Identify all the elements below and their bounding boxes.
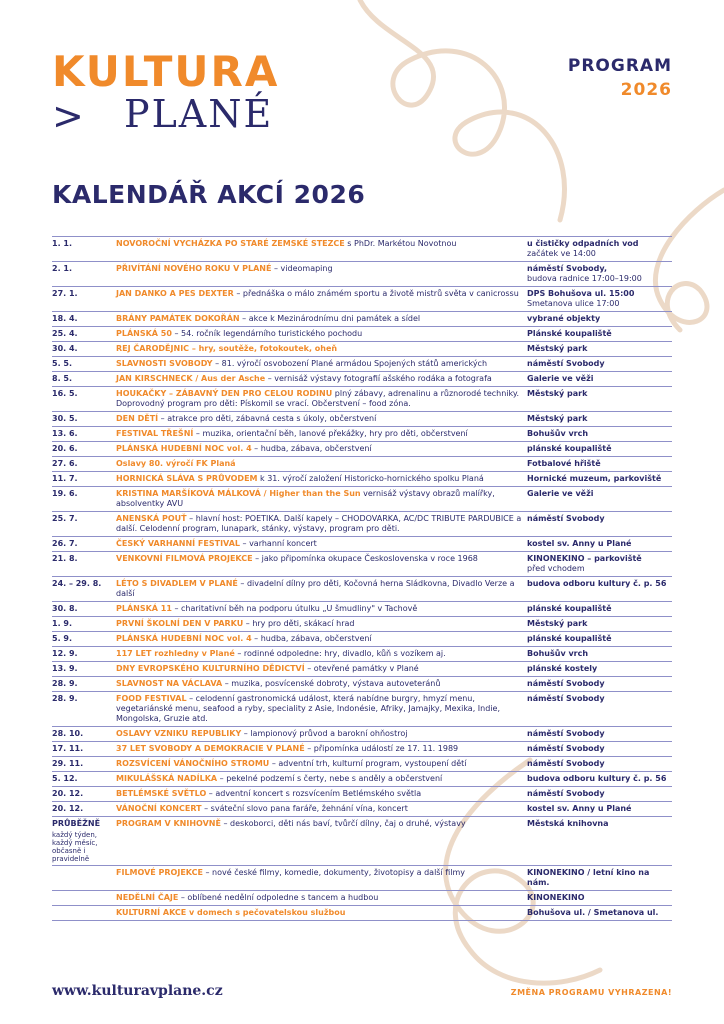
event-place [524, 554, 672, 574]
event-date: 20. 12. [52, 804, 84, 813]
event-detail: – hudba, zábava, občerstvení [251, 444, 372, 453]
events-table [52, 236, 672, 921]
event-detail: – rodinné odpoledne: hry, divadlo, kůň s vozíkem aj. [234, 649, 446, 658]
event-description [116, 414, 524, 424]
event-name: PLÁNSKÁ HUDEBNÍ NOC vol. 4 [116, 444, 252, 453]
event-place [524, 359, 672, 369]
recurring-detail: – nové české filmy, komedie, dokumenty, životopisy a další filmy [202, 868, 466, 877]
event-place [524, 759, 672, 769]
event-description [116, 344, 524, 354]
recurring-place: KINONEKINO [527, 893, 585, 902]
event-place [524, 289, 672, 309]
event-description [116, 239, 524, 259]
event-row [52, 457, 672, 472]
recurring-description [116, 908, 524, 918]
event-place [524, 789, 672, 799]
event-detail: – sváteční slovo pana faráře, žehnání vína, koncert [201, 804, 408, 813]
event-description [116, 489, 524, 509]
event-date: 1. 1. [52, 239, 72, 248]
event-description [116, 444, 524, 454]
event-name: OSLAVY VZNIKU REPUBLIKY [116, 729, 242, 738]
event-description [116, 554, 524, 574]
event-detail: vernisáž výstavy obrazů malířky, absolventky AVU [116, 489, 495, 508]
event-place [524, 329, 672, 339]
event-description [116, 429, 524, 439]
event-row [52, 802, 672, 817]
event-date: 27. 1. [52, 289, 78, 298]
event-detail: – jako připomínka okupace Československa v roce 1968 [252, 554, 478, 563]
event-name: JAN DANKO A PES DEXTER [116, 289, 234, 298]
event-detail: – divadelní dílny pro děti, Kočovná herna Sládkovna, Divadlo Verze a další [116, 579, 515, 598]
recurring-row [52, 866, 672, 891]
event-row [52, 262, 672, 287]
event-place-name: kostel sv. Anny u Plané [527, 804, 632, 813]
event-detail: – charitativní běh na podporu útulku „U šmudliny" v Tachově [171, 604, 418, 613]
event-name: MIKULÁŠSKÁ NADÍLKA [116, 774, 218, 783]
event-name: HORNICKÁ SLÁVA S PRŮVODEM [116, 474, 258, 483]
event-description [116, 604, 524, 614]
event-row [52, 237, 672, 262]
event-date: 28. 9. [52, 679, 78, 688]
event-description [116, 539, 524, 549]
event-date: 30. 8. [52, 604, 78, 613]
event-name: SLAVNOSTI SVOBODY [116, 359, 213, 368]
event-name: PLÁNSKÁ HUDEBNÍ NOC vol. 4 [116, 634, 252, 643]
event-description [116, 459, 524, 469]
recurring-label-cell [52, 908, 116, 918]
event-description [116, 759, 524, 769]
event-name: JAN KIRSCHNECK / Aus der Asche [116, 374, 266, 383]
event-detail: – varhanní koncert [239, 539, 317, 548]
event-detail: – připomínka událostí ze 17. 11. 1989 [304, 744, 459, 753]
event-description [116, 804, 524, 814]
event-description [116, 329, 524, 339]
event-place [524, 344, 672, 354]
recurring-row [52, 817, 672, 866]
event-description [116, 359, 524, 369]
event-date: 18. 4. [52, 314, 78, 323]
event-name: ČESKÝ VARHANNÍ FESTIVAL [116, 539, 240, 548]
event-row [52, 677, 672, 692]
event-description [116, 474, 524, 484]
event-date: 25. 7. [52, 514, 78, 523]
event-date: 12. 9. [52, 649, 78, 658]
event-name: REJ ČARODĚJNIC – hry, soutěže, fotokoutek, oheň [116, 344, 338, 353]
event-place-name: náměstí Svobody [527, 694, 605, 703]
event-detail: – adventní trh, kulturní program, vystoupení dětí [269, 759, 467, 768]
event-place-name: DPS Bohušova ul. 15:00 [527, 289, 635, 298]
event-place-name: Městský park [527, 619, 588, 628]
event-name: LÉTO S DIVADLEM V PLANÉ [116, 579, 238, 588]
event-detail: – 54. ročník legendárního turistického pochodu [171, 329, 363, 338]
event-name: SLAVNOST NA VÁCLAVA [116, 679, 223, 688]
event-detail: plný zábavy, adrenalinu a různorodé techniky. Doprovodný program pro děti: Pískomil se vrací. Občerstvení – food zóna. [116, 389, 519, 408]
event-name: PŘIVÍTÁNÍ NOVÉHO ROKU V PLANÉ [116, 264, 272, 273]
event-detail: k 31. výročí založení Historicko-hornického spolku Planá [257, 474, 484, 483]
event-place-detail: budova radnice 17:00–19:00 [527, 274, 642, 283]
event-date: 17. 11. [52, 744, 84, 753]
program-badge [568, 54, 672, 102]
event-description [116, 664, 524, 674]
program-year: 2026 [620, 80, 672, 100]
event-date: 13. 6. [52, 429, 78, 438]
program-label: PROGRAM [567, 56, 672, 76]
event-date: 28. 9. [52, 694, 78, 703]
event-place-name: plánské koupaliště [527, 604, 612, 613]
event-description [116, 314, 524, 324]
event-name: NOVOROČNÍ VYCHÁZKA PO STARÉ ZEMSKÉ STEZCE [116, 239, 345, 248]
event-row [52, 287, 672, 312]
event-place-name: Galerie ve věži [527, 374, 594, 383]
event-row [52, 727, 672, 742]
event-place-name: náměstí Svobody, [527, 264, 608, 273]
event-detail: – hry pro děti, skákací hrad [243, 619, 355, 628]
event-detail: – hlavní host: POETIKA. Další kapely – CHODOVARKA, AC/DC TRIBUTE PARDUBICE a další. Celodenní program, lunapark, stánky, výstavy, program pro děti. [116, 514, 522, 533]
recurring-label-cell [52, 819, 116, 863]
event-place-detail: před vchodem [527, 564, 585, 573]
event-place-name: Městský park [527, 344, 588, 353]
recurring-detail: – deskoborci, děti nás baví, tvůrčí dílny, čaj o druhé, výstavy [220, 819, 466, 828]
event-place [524, 579, 672, 599]
recurring-description [116, 819, 524, 863]
event-place-name: plánské kostely [527, 664, 598, 673]
event-place-name: náměstí Svobody [527, 514, 605, 523]
event-place [524, 634, 672, 644]
event-row [52, 357, 672, 372]
event-detail: – lampionový průvod a barokní ohňostroj [241, 729, 408, 738]
event-place [524, 679, 672, 689]
event-place-name: náměstí Svobody [527, 729, 605, 738]
event-date: 1. 9. [52, 619, 72, 628]
event-name: 37 LET SVOBODY A DEMOKRACIE V PLANÉ [116, 744, 305, 753]
recurring-label-cell [52, 868, 116, 888]
event-row [52, 632, 672, 647]
recurring-place: Městská knihovna [527, 819, 609, 828]
recurring-name: KULTURNÍ AKCE v domech s pečovatelskou službou [116, 908, 346, 917]
event-name: ANENSKÁ POUŤ [116, 514, 187, 523]
event-description [116, 729, 524, 739]
event-row [52, 312, 672, 327]
event-row [52, 692, 672, 727]
event-date: 30. 5. [52, 414, 78, 423]
event-detail: – videomaping [271, 264, 333, 273]
event-place-name: Hornické muzeum, parkoviště [527, 474, 662, 483]
event-row [52, 772, 672, 787]
event-row [52, 472, 672, 487]
event-place-name: vybrané objekty [527, 314, 601, 323]
event-row [52, 427, 672, 442]
event-name: FESTIVAL TŘEŠNÍ [116, 429, 194, 438]
event-detail: – pekelné podzemí s čerty, nebe s anděly a občerstvení [217, 774, 443, 783]
event-date: 16. 5. [52, 389, 78, 398]
event-detail: – adventní koncert s rozsvícením Betlémského světla [206, 789, 422, 798]
event-date: 13. 9. [52, 664, 78, 673]
event-row [52, 552, 672, 577]
event-row [52, 342, 672, 357]
page-title: KALENDÁŘ AKCÍ 2026 [52, 180, 366, 209]
event-name: DNY EVROPSKÉHO KULTURNÍHO DĚDICTVÍ [116, 664, 305, 673]
recurring-row [52, 891, 672, 906]
event-place-name: náměstí Svobody [527, 359, 605, 368]
recurring-label-cell [52, 893, 116, 903]
event-description [116, 579, 524, 599]
event-place-detail: začátek ve 14:00 [527, 249, 596, 258]
event-date: 28. 10. [52, 729, 84, 738]
event-date: 20. 12. [52, 789, 84, 798]
event-row [52, 387, 672, 412]
event-row [52, 372, 672, 387]
recurring-name: NEDĚLNÍ ČAJE [116, 893, 179, 902]
event-row [52, 487, 672, 512]
event-name: PLÁNSKÁ 11 [116, 604, 172, 613]
event-detail: – atrakce pro děti, zábavná cesta s úkoly, občerstvení [158, 414, 377, 423]
event-row [52, 512, 672, 537]
event-place-name: Galerie ve věži [527, 489, 594, 498]
event-name: BRÁNY PAMÁTEK DOKOŘÁN [116, 314, 240, 323]
event-name: ROZSVÍCENÍ VÁNOČNÍHO STROMU [116, 759, 270, 768]
event-date: 24. – 29. 8. [52, 579, 102, 588]
event-place [524, 459, 672, 469]
event-detail: – muzika, posvícenské dobroty, výstava autoveteránů [222, 679, 441, 688]
logo-arrow: > [52, 94, 84, 138]
recurring-label: PRŮBĚŽNĚ [52, 819, 101, 828]
event-place-name: Bohušův vrch [527, 649, 589, 658]
event-row [52, 757, 672, 772]
event-detail: – vernisáž výstavy fotografií ašského rodáka a fotografa [265, 374, 492, 383]
event-date: 26. 7. [52, 539, 78, 548]
event-name: PRVNÍ ŠKOLNÍ DEN V PARKU [116, 619, 244, 628]
event-description [116, 389, 524, 409]
event-row [52, 662, 672, 677]
event-place [524, 694, 672, 724]
event-date: 25. 4. [52, 329, 78, 338]
recurring-place: Bohušova ul. / Smetanova ul. [527, 908, 659, 917]
event-place-detail: Smetanova ulice 17:00 [527, 299, 620, 308]
event-place [524, 804, 672, 814]
event-description [116, 679, 524, 689]
event-name: Oslavy 80. výročí FK Planá [116, 459, 236, 468]
event-detail: – akce k Mezinárodnímu dni památek a sídel [239, 314, 421, 323]
event-place [524, 489, 672, 509]
event-place [524, 514, 672, 534]
event-place [524, 414, 672, 424]
event-date: 30. 4. [52, 344, 78, 353]
event-place-name: kostel sv. Anny u Plané [527, 539, 632, 548]
event-place-name: Plánské koupaliště [527, 329, 612, 338]
event-row [52, 602, 672, 617]
event-date: 21. 8. [52, 554, 78, 563]
event-date: 11. 7. [52, 474, 78, 483]
event-row [52, 442, 672, 457]
event-name: DEN DĚTÍ [116, 414, 159, 423]
recurring-name: PROGRAM V KNIHOVNĚ [116, 819, 221, 828]
event-row [52, 537, 672, 552]
event-description [116, 649, 524, 659]
event-description [116, 694, 524, 724]
event-place [524, 264, 672, 284]
event-place-name: náměstí Svobody [527, 744, 605, 753]
event-place-name: KINONEKINO – parkoviště [527, 554, 642, 563]
event-place [524, 729, 672, 739]
event-place [524, 314, 672, 324]
event-row [52, 647, 672, 662]
event-detail: – muzika, orientační běh, lanové překážky, hry pro děti, občerstvení [193, 429, 468, 438]
recurring-place: KINONEKINO / letní kino na nám. [527, 868, 650, 887]
event-date: 5. 12. [52, 774, 78, 783]
event-detail: – hudba, zábava, občerstvení [251, 634, 372, 643]
event-place-name: Bohušův vrch [527, 429, 589, 438]
event-name: VÁNOČNÍ KONCERT [116, 804, 202, 813]
event-detail: – celodenní gastronomická událost, která nabídne burgry, hmyzí menu, vegetariánské menu, seafood a ryby, speciality z Asie, Indonésie, Afriky, Jamajky, Mexika, Indie, Mongolska, Gruzie atd. [116, 694, 500, 723]
event-description [116, 374, 524, 384]
event-row [52, 742, 672, 757]
event-description [116, 289, 524, 309]
event-row [52, 787, 672, 802]
website-link[interactable]: www.kulturavplane.cz [52, 983, 223, 999]
event-place [524, 374, 672, 384]
event-name: FOOD FESTIVAL [116, 694, 187, 703]
event-row [52, 617, 672, 632]
recurring-description [116, 868, 524, 888]
event-name: VENKOVNÍ FILMOVÁ PROJEKCE [116, 554, 253, 563]
recurring-description [116, 893, 524, 903]
event-row [52, 412, 672, 427]
event-date: 2. 1. [52, 264, 72, 273]
logo-kultura: KULTURA [52, 47, 280, 96]
event-place-name: náměstí Svobody [527, 759, 605, 768]
event-place [524, 604, 672, 614]
event-place [524, 539, 672, 549]
event-place [524, 444, 672, 454]
event-date: 5. 5. [52, 359, 72, 368]
event-description [116, 514, 524, 534]
event-place [524, 474, 672, 484]
event-date: 27. 6. [52, 459, 78, 468]
event-detail: – 81. výročí osvobození Plané armádou Spojených států amerických [212, 359, 488, 368]
event-place-name: budova odboru kultury č. p. 56 [527, 774, 667, 783]
event-place-name: Městský park [527, 389, 588, 398]
event-place-name: náměstí Svobody [527, 789, 605, 798]
event-name: 117 LET rozhledny v Plané [116, 649, 235, 658]
event-date: 20. 6. [52, 444, 78, 453]
recurring-row [52, 906, 672, 921]
event-place-name: náměstí Svobody [527, 679, 605, 688]
event-description [116, 264, 524, 284]
event-place-name: plánské koupaliště [527, 444, 612, 453]
event-row [52, 327, 672, 342]
event-row [52, 577, 672, 602]
event-description [116, 774, 524, 784]
event-place [524, 664, 672, 674]
program-change-note: ZMĚNA PROGRAMU VYHRAZENA! [510, 988, 672, 997]
event-place-name: budova odboru kultury č. p. 56 [527, 579, 667, 588]
event-description [116, 744, 524, 754]
recurring-detail: – oblíbené nedělní odpoledne s tancem a hudbou [178, 893, 379, 902]
event-place [524, 649, 672, 659]
recurring-note: každý týden, každý měsíc, občasně i pravidelně [52, 831, 98, 863]
event-place [524, 389, 672, 409]
event-detail: s PhDr. Markétou Novotnou [344, 239, 457, 248]
event-name: HOUKAČKY – ZÁBAVNÝ DEN PRO CELOU RODINU [116, 389, 333, 398]
event-date: 8. 5. [52, 374, 72, 383]
event-detail: – otevřené památky v Plané [304, 664, 419, 673]
event-description [116, 634, 524, 644]
event-name: PLÁNSKÁ 50 [116, 329, 172, 338]
event-date: 5. 9. [52, 634, 72, 643]
event-date: 29. 11. [52, 759, 84, 768]
recurring-name: FILMOVÉ PROJEKCE [116, 868, 203, 877]
event-place-name: Městský park [527, 414, 588, 423]
event-description [116, 789, 524, 799]
event-detail: – přednáška o málo známém sportu a životě mistrů světa v canicrossu [233, 289, 519, 298]
event-date: 19. 6. [52, 489, 78, 498]
event-place-name: plánské koupaliště [527, 634, 612, 643]
event-place [524, 744, 672, 754]
logo-plane: PLANÉ [124, 92, 274, 136]
event-place [524, 774, 672, 784]
event-place-name: u čističky odpadních vod [527, 239, 639, 248]
event-place-name: Fotbalové hřiště [527, 459, 601, 468]
event-name: KRISTINA MARŠÍKOVÁ MÁLKOVÁ / Higher than the Sun [116, 489, 361, 498]
event-name: BETLÉMSKÉ SVĚTLO [116, 789, 207, 798]
event-place [524, 239, 672, 259]
event-place [524, 429, 672, 439]
event-place [524, 619, 672, 629]
event-description [116, 619, 524, 629]
